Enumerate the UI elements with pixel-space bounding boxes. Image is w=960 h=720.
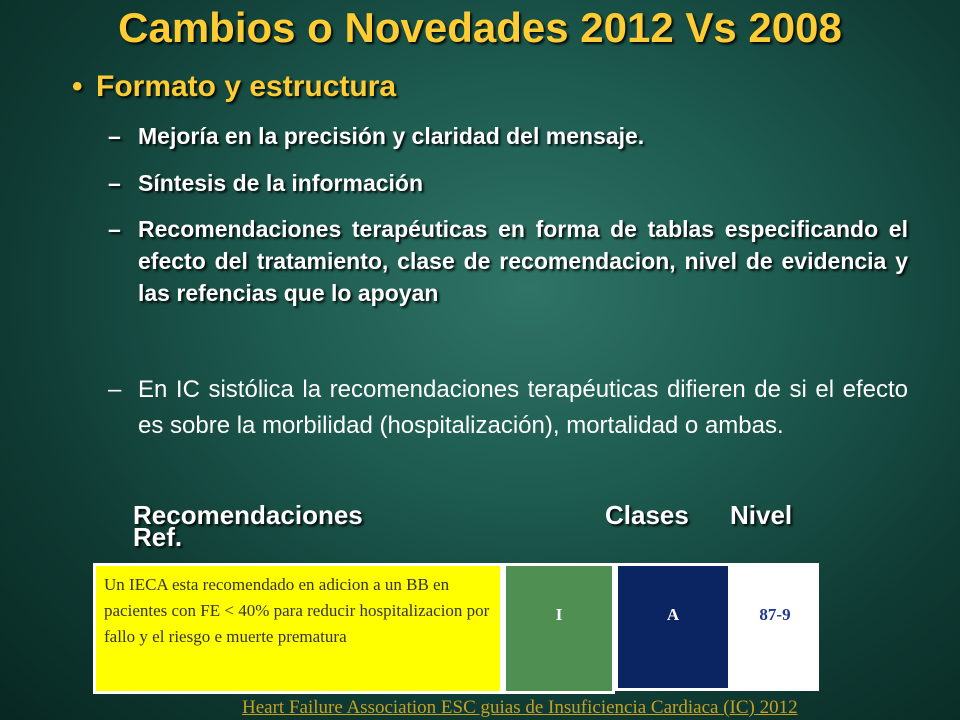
sub-item-recomendaciones [108,213,908,309]
sub-item-ic-sistolica [108,372,908,444]
sub-item-text: Mejoría en la precisión y claridad del mensaje. [138,123,645,149]
level-cell: A [615,563,731,691]
header-nivel: Nivel [730,500,793,530]
recommendation-cell: Un IECA esta recomendado en adicion a un BB en pacientes con FE < 40% para reducir hospitalizacion por fallo y el riesgo e muerte prematura [93,563,503,694]
footer-citation: Heart Failure Association ESC guias de Insuficiencia Cardiaca (IC) 2012 [242,697,798,718]
header-clases: Clases [605,500,689,530]
slide-title: Cambios o Novedades 2012 Vs 2008 [118,4,842,51]
header-recomendaciones: Recomendaciones [133,500,363,530]
bullet-marker: • [72,70,83,103]
main-bullet [72,70,396,104]
sub-item-text: Síntesis de la información [138,170,424,196]
recommendation-table [93,563,819,694]
header-ref: Ref. [133,522,183,552]
reference-cell: 87-9 [731,563,819,691]
sub-item-text: En IC sistólica la recomendaciones terapéuticas difieren de si el efecto es sobre la morbilidad (hospitalización), mortalidad o ambas. [138,376,908,439]
bullet-label: Formato y estructura [96,70,397,103]
dash-marker: – [108,170,121,196]
dash-marker: – [108,216,121,242]
sub-item-sintesis [108,167,908,199]
sub-item-precision [108,120,908,152]
dash-marker: – [108,123,121,149]
dash-marker: – [108,376,122,403]
class-cell: I [503,563,615,694]
sub-item-text: Recomendaciones terapéuticas en forma de tablas especificando el efecto del tratamiento, clase de recomendacion, nivel de evidencia y las refencias que lo apoyan [138,216,908,306]
